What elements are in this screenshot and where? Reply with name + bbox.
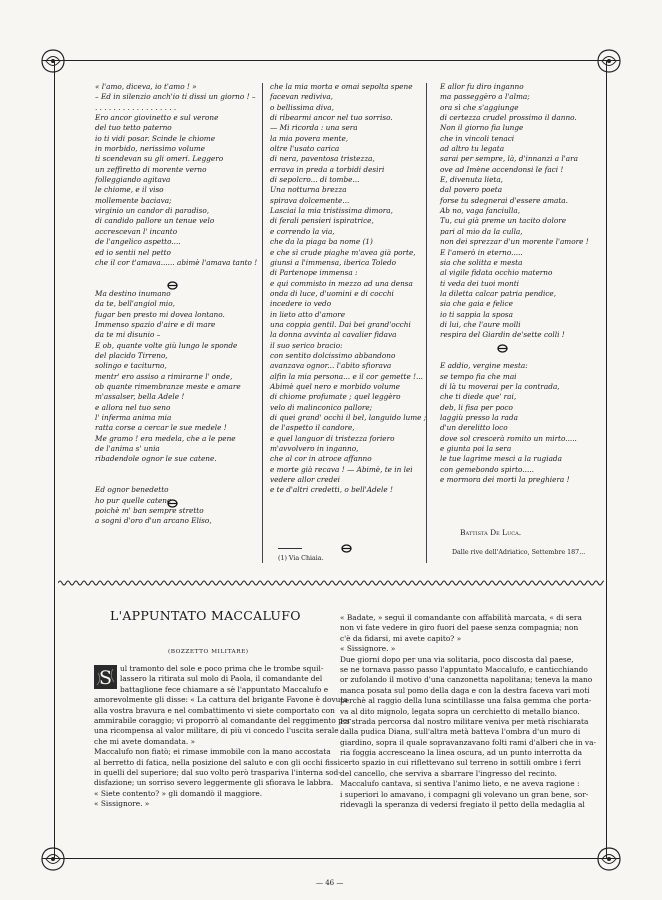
story-column-right [340, 613, 602, 810]
text-line: e mormora dei morti la preghiera ! [440, 475, 570, 485]
footnote: (1) Via Chiaia. [278, 555, 324, 562]
text-line: Ero ancor giovinetto e sul verone [95, 113, 219, 123]
text-line: de l'anima s' unia [95, 444, 160, 454]
stanza-separator-icon [167, 499, 178, 508]
text-line: mollemente baciava; [95, 195, 172, 205]
text-line: E addio, vergine mesta: [440, 361, 528, 371]
text-line [440, 341, 590, 351]
text-line: di candido pallore un tenue velo [95, 216, 215, 226]
text-line: ratta corse a cercar le sue medele ! [95, 423, 227, 433]
text-line: accrescevan l' incanto [95, 226, 178, 236]
text-line: Una notturna brezza [270, 185, 347, 195]
text-line: e quel languor di tristezza foriero [270, 433, 395, 443]
text-line: la mia povera mente, [270, 133, 349, 143]
text-line: folleggiando agitava [95, 175, 171, 185]
text-line: a sogni d'oro d'un arcano Eliso, [95, 516, 212, 526]
text-line: le chiome, e il viso [95, 185, 164, 195]
text-line: — Mi ricorda : una sera [270, 123, 358, 133]
text-line: La strada percorsa dal nostro militare veniva per metà rischiarata [340, 716, 589, 726]
text-line: m'assalser, bella Adele ! [95, 392, 185, 402]
text-line: « Sissignore. » [94, 799, 150, 809]
text-line: Immenso spazio d'aire e di mare [95, 319, 216, 329]
story-column-left [94, 664, 351, 809]
text-line: con sentito dolcissimo abbandono [270, 350, 396, 360]
text-line: ribadendole ognor le sue catene. [95, 454, 217, 464]
text-line: velo di malinconico pallore; [270, 402, 373, 412]
text-line: il suo serico bracio: [270, 340, 343, 350]
text-line: « Badate, » seguì il comandante con affabilità marcata, « di sera [340, 613, 582, 622]
text-line: la diletta calcar patria pendice, [440, 288, 557, 298]
frame-right-border [606, 60, 607, 858]
text-line: « l'amo, diceva, io t'amo ! » [95, 82, 197, 91]
text-line: una ricompensa al valor militare, di più vi concedo l'uscita serale [94, 726, 339, 736]
poem-column-2 [270, 82, 435, 496]
text-line: virginio un candor di paradiso, [95, 206, 210, 216]
text-line: del cancello, che serviva a sbarrare l'ingresso del recinto. [340, 768, 557, 778]
text-line: dove sol crescerà romito un mirto..... [440, 433, 577, 443]
text-line: solingo e taciturno, [95, 361, 167, 371]
text-line: e morte già recava ! — Abimè, te in lei [270, 464, 413, 474]
text-line: non vi fate vedere in giro fuori del paese senza compagnia; non [340, 623, 579, 633]
text-line: laggiù presso la rada [440, 413, 518, 422]
text-line: che il cor t'amava...... abimè l'amava tanto ! [95, 257, 258, 267]
text-line [440, 351, 590, 361]
text-line: mentr' ero assiso a rimirarne l' onde, [95, 371, 233, 381]
text-line: di nera, paventosa tristezza, [270, 154, 375, 164]
text-line: « Sissignore. » [340, 644, 396, 654]
text-line: perchè al raggio della luna scintillasse una falsa gemma che porta- [340, 696, 592, 706]
corner-ornament-icon [40, 48, 66, 74]
text-line: giardino, sopra il quale sopravanzavano folti rami d'alberi che in va- [340, 737, 597, 747]
poem-dateline: Dalle rive dell'Adriatico, Settembre 187... [452, 549, 586, 556]
text-line: di là tu moverai per la contrada, [440, 381, 560, 391]
text-line: di sepolcro... di tombe... [270, 175, 360, 185]
text-line: c'è da fidarsi, mi avete capito? » [340, 633, 462, 643]
text-line: or zufolando il motivo d'una canzonetta napolitana; teneva la mano [340, 675, 593, 685]
text-line: che al cor in atroce affanno [270, 454, 372, 464]
text-line: Non il giorno fia lunge [440, 123, 524, 133]
text-line: io ti vidi posar. Scinde le chiome [95, 133, 216, 143]
text-line: ridevagli la speranza di vedersi fregiato il petto della medaglia al [340, 800, 585, 810]
frame-bottom-border [42, 858, 620, 859]
section-divider [58, 578, 604, 588]
text-line: di ribearmi ancor nel tuo sorriso. [270, 113, 393, 123]
text-line: o bellissima diva, [270, 102, 334, 112]
text-line: in morbido, nerissimo volume [95, 144, 205, 154]
text-line: del tuo tetto paterno [95, 123, 172, 133]
poem-column-3 [440, 82, 590, 485]
text-line: del placido Tirreno, [95, 350, 168, 360]
text-line: onda di luce, d'uomini e di cocchi [270, 288, 394, 298]
text-line: se ne tornava passo passo l'appuntato Maccalufo, e canticchiando [340, 664, 588, 674]
text-line: Ab no, vaga fanciulla, [440, 206, 521, 216]
text-line: . . . . . . . . . . . . . . . . . . [95, 102, 177, 112]
text-line: la donna avvinta al cavalier fidava [270, 330, 397, 340]
text-line: io ti sappia la sposa [440, 309, 513, 319]
text-line: fugar ben presto mi dovea lontano. [95, 309, 225, 319]
text-line: di lui, che l'aure molli [440, 319, 521, 329]
text-line: e te d'altri credetti, o bell'Adele ! [270, 485, 393, 495]
dropcap-letter: S [98, 667, 113, 689]
text-line: al berretto di fatica, nella posizione del saluto e con gli occhi fissi [94, 757, 340, 767]
text-line: che ti diede que' rai, [440, 392, 517, 402]
text-line: E l'amerò in eterno..... [440, 247, 523, 257]
text-line: ma passeggèro a l'alma; [440, 92, 530, 102]
text-line: Lasciai la mia tristissima dimora, [270, 206, 393, 216]
text-line: ed io sentii nel petto [95, 247, 171, 257]
text-line: manca posata sul pomo della daga e con la destra faceva vari moti [340, 685, 590, 695]
text-line: vedere allor credei [270, 475, 340, 485]
text-line: amorevolmente gli disse: « La cattura del brigante Favone è dovuta [94, 695, 348, 705]
text-line: se tempo fia che mai [440, 371, 517, 381]
text-line: in quelli del superiore; dal suo volto però traspariva l'interna sod- [94, 767, 341, 777]
text-line: facevan rediviva, [270, 92, 334, 102]
text-line: sia che solitta e mesta [440, 257, 523, 267]
poem-signature: Battista De Luca. [460, 528, 522, 537]
text-line: avanzava ognor... l'abito sfiorava [270, 361, 392, 371]
footnote-rule [278, 548, 302, 549]
text-line: de l'angelico aspetto.... [95, 237, 181, 247]
text-line: e allora nel tuo seno [95, 402, 171, 412]
text-line: sia che gaia e felice [440, 299, 513, 309]
text-line: ove ad Imène accendonsi le faci ! [440, 164, 564, 174]
text-line: Me gramo ! era medela, che a le pene [95, 433, 236, 443]
text-line: e giunta poi la sera [440, 444, 512, 454]
text-line: – Ed in silenzio anch'io ti dissi un giorno ! – [95, 92, 256, 102]
stanza-separator-icon [167, 281, 178, 290]
text-line: Tu, cui già preme un tacito dolore [440, 216, 567, 226]
text-line: di ferali pensieri ispiratrice, [270, 216, 374, 226]
story-title: L'APPUNTATO MACCALUFO [110, 608, 301, 623]
text-line: ti scendevan su gli omeri. Leggero [95, 154, 224, 164]
text-line: ti veda dei tuoi monti [440, 278, 519, 288]
poem-column-1 [95, 82, 258, 527]
text-line: certo spazio in cui riflettevano sul terreno in sottili ombre i ferri [340, 758, 581, 768]
text-line: incedere io vedo [270, 299, 332, 309]
text-line: e qui commisto in mezzo ad una densa [270, 278, 413, 288]
text-line: al vigile fidata occhio materno [440, 268, 553, 278]
text-line: e che sì crude piaghe m'avea già porte, [270, 247, 416, 257]
frame-top-border [42, 60, 620, 61]
text-line: che da la piaga ba nome (1) [270, 237, 373, 247]
text-line: Maccalufo cantava, si sentiva l'animo lieto, e ne aveva ragione : [340, 779, 580, 789]
text-line: i superiori lo amavano, i compagni gli volevano un gran bene, sor- [340, 789, 589, 799]
text-line: ora sì che s'aggiunge [440, 102, 519, 112]
text-line: di certezza crudel prossimo il danno. [440, 113, 577, 123]
text-line: pari al mio da la culla, [440, 226, 523, 236]
text-line: Due giorni dopo per una via solitaria, poco discosta dal paese, [340, 654, 574, 664]
text-line: alfin la mia persona... e il cor gemette !... [270, 371, 423, 381]
text-line: errava in preda a torbidi desiri [270, 164, 385, 174]
text-line: oltre l'usato carica [270, 144, 340, 154]
text-line: in lieto atto d'amore [270, 309, 346, 319]
text-line: Ed ognor benedetto [95, 485, 169, 495]
stanza-separator-icon [341, 544, 352, 553]
text-line: m'avvolvero in inganno, [270, 444, 359, 454]
text-line: le tue lagrime mesci a la rugiada [440, 454, 562, 464]
text-line: ul tramonto del sole e poco prima che le trombe squil- [120, 664, 324, 673]
text-line: un zeffiretto di morente verno [95, 164, 207, 174]
text-line: ria foggia accresceano la linea oscura, ad un punto interrotta da [340, 748, 582, 758]
text-line: disfazione; un sorriso severo leggermente gli sfiorava le labbra. [94, 778, 334, 788]
text-line: spirava dolcemente... [270, 195, 350, 205]
text-line: dal povero poeta [440, 185, 503, 195]
text-line: non dei sprezzar d'un morente l'amore ! [440, 237, 589, 247]
text-line: ob quante rimembranze meste e amare [95, 381, 241, 391]
text-line: e correndo la via, [270, 226, 335, 236]
text-line: l' inferma anima mia [95, 413, 172, 422]
text-line: ho pur quelle catene [95, 495, 172, 505]
text-line [95, 465, 255, 475]
text-line: de l'aspetto il candore, [270, 423, 355, 433]
text-line: alla vostra bravura e nel combattimento vi siete comportato con [94, 705, 335, 715]
text-line: di Partenope immensa : [270, 268, 358, 278]
column-divider [262, 83, 263, 563]
text-line: battaglione fece chiamare a sè l'appuntato Maccalufo e [120, 684, 329, 694]
text-line: dalla pudica Diana, sull'altra metà batteva l'ombra d'un muro di [340, 727, 581, 737]
text-line: da te mi disunio – [95, 330, 161, 340]
text-line: Maccalufo non fiatò; ei rimase immobile con la mano accostata [94, 747, 331, 757]
page-number: — 46 — [316, 879, 344, 887]
text-line: va al dito mignolo, legata sopra un cerchietto di metallo bianco. [340, 706, 580, 716]
text-line: che in vincoli tenaci [440, 133, 515, 143]
text-line: di quei grand' occhi il bel, languido lume ; [270, 413, 427, 422]
text-line: ammirabile coraggio; vi proporrò al comandante del reggimento per [94, 715, 351, 725]
text-line: giunsi a l'immensa, iberica Toledo [270, 257, 397, 267]
text-line: sarai per sempre, là, d'innanzi a l'ara [440, 154, 578, 164]
text-line [95, 475, 255, 485]
text-line: da te, bell'angiol mio, [95, 299, 175, 309]
text-line: con gemebondo spirto..... [440, 464, 534, 474]
text-line: lassero la ritirata sul molo di Paola, il comandante del [120, 674, 323, 684]
frame-left-border [54, 60, 55, 858]
text-line: E ob, quante volte giù lungo le sponde [95, 340, 238, 350]
corner-ornament-icon [40, 846, 66, 872]
text-line: forse tu sdegnerai d'essere amata. [440, 195, 568, 205]
text-line: ad altro tu legata [440, 144, 505, 154]
text-line [95, 268, 255, 278]
text-line: E allor fu diro inganno [440, 82, 524, 91]
text-line: Ma destino inumano [95, 288, 171, 298]
text-line: d'un derelitto loco [440, 423, 508, 433]
text-line: « Siete contento? » gli domandò il maggiore. [94, 788, 263, 798]
text-line: deb, li fisa per poco [440, 402, 513, 412]
text-line: E, divenuta lieta, [440, 175, 503, 185]
text-line: poichè m' ban sempre stretto [95, 506, 204, 516]
text-line: che mi avete domandata. » [94, 736, 196, 746]
text-line: Abimè quel nero e morbido volume [270, 381, 401, 391]
text-line: di chiome profumate ; quel leggèro [270, 392, 401, 402]
text-line: che la mia morta e omai sepolta spene [270, 82, 413, 91]
corner-ornament-icon [596, 846, 622, 872]
stanza-separator-icon [497, 344, 508, 353]
text-line: una coppia gentil. Dai bei grand'occhi [270, 319, 411, 329]
corner-ornament-icon [596, 48, 622, 74]
story-subtitle: (BOZZETTO MILITARE) [168, 649, 249, 655]
text-line: respira del Giardin de'sette colli ! [440, 330, 565, 340]
